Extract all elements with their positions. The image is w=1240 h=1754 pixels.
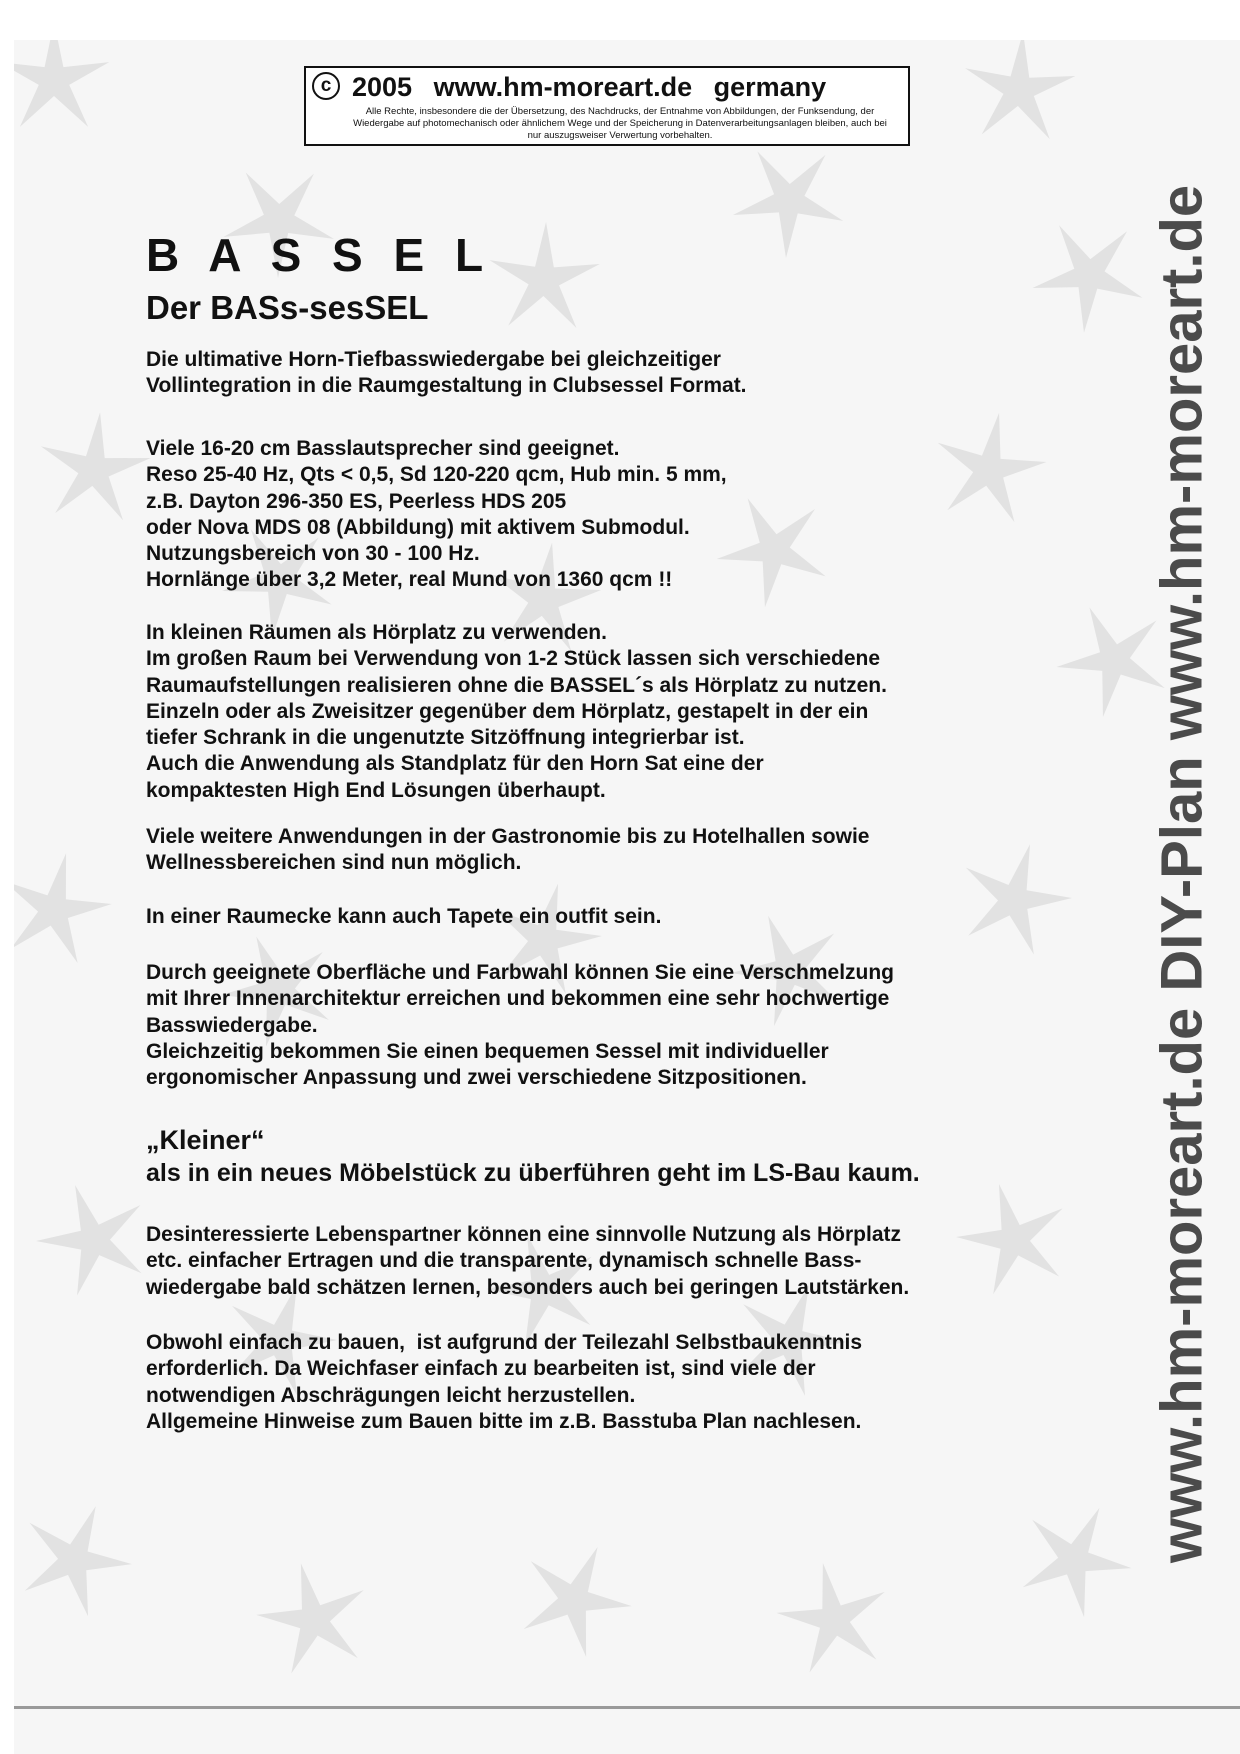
starfish-icon <box>945 1162 1093 1312</box>
starfish-icon <box>14 40 109 127</box>
intro-paragraph: Die ultimative Horn-Tiefbasswiedergabe bei gleichzeitiger Vollintegration in die Raumgestaltung in Clubsessel Format. <box>146 348 747 398</box>
starfish-icon <box>926 403 1053 525</box>
document-subtitle: Der BASs-sesSEL <box>146 289 429 326</box>
starfish-icon <box>766 1544 911 1691</box>
starfish-icon <box>245 1543 392 1692</box>
starfish-icon <box>961 40 1078 141</box>
surface-paragraph: Durch geeignete Oberfläche und Farbwahl können Sie eine Verschmelzung mit Ihrer Innenarchitektur erreichen und bekommen eine sehr hochwertige Basswiedergabe. Gleichzeitig bekommen Sie einen bequemen Sessel mit individueller ergonomischer Anpassung und zwei verschiedene Sitzpositionen. <box>146 961 895 1090</box>
copyright-box <box>304 66 910 146</box>
side-banner: www.hm-moreart.de DIY-Plan www.hm-moreart.de <box>1149 184 1215 1564</box>
corner-paragraph: In einer Raumecke kann auch Tapete ein outfit sein. <box>146 905 662 928</box>
bottom-rule <box>14 1706 1240 1709</box>
specs-paragraph: Viele 16-20 cm Basslautsprecher sind geeignet. Reso 25-40 Hz, Qts < 0,5, Sd 120-220 qcm, Hub min. 5 mm, z.B. Dayton 296-350 ES, Peerless HDS 205 oder Nova MDS 08 (Abbildung) mit aktivem Submodul. Nutzungsbereich von 30 - 100 Hz. Hornlänge über 3,2 Meter, real Mund von 1360 qcm !! <box>146 437 727 592</box>
copyright-notice: Alle Rechte, insbesondere die der Übersetzung, des Nachdrucks, der Entnahme von Abbildungen, der Funksendung, der Wiedergabe auf photomechanisch oder ähnlichem Wege und der Speicherung in Datenverarbeitungsanlagen bleiben, auch bei nur auszugsweiser Verwertung vorbehalten. <box>353 106 887 141</box>
starfish-icon <box>504 1525 648 1666</box>
partner-paragraph: Desinteressierte Lebenspartner können eine sinnvolle Nutzung als Hörplatz etc. einfacher Ertragen und die transparente, dynamisch schnelle Bass- wiedergabe bald schätzen lernen, besonders auch bei geringen Lautstärken. <box>146 1223 910 1299</box>
document-title: B A S S E L <box>146 229 493 281</box>
starfish-icon <box>1017 195 1169 347</box>
usage-paragraph: In kleinen Räumen als Hörplatz zu verwenden. Im großen Raum bei Verwendung von 1-2 Stück lassen sich verschiedene Raumaufstellungen realisieren ohne die BASSEL´s als Hörplatz zu nutzen. Einzeln oder als Zweisitzer gegenüber dem Hörplatz, gestapelt in der ein tiefer Schrank in die ungenutzte Sitzöffnung integrierbar ist. Auch die Anwendung als Standplatz für den Horn Sat eine der kompaktesten High End Lösungen überhaupt. <box>146 621 887 802</box>
build-paragraph: Obwohl einfach zu bauen, ist aufgrund der Teilezahl Selbstbaukenntnis erforderlich. Da Weichfaser einfach zu bearbeiten ist, sind viele der notwendigen Abschrägungen leicht herzustellen. Allgemeine Hinweise zum Bauen bitte im z.B. Basstuba Plan nachlesen. <box>146 1331 863 1433</box>
starfish-icon <box>948 829 1083 960</box>
kleiner-statement: als in ein neues Möbelstück zu überführen geht im LS-Bau kaum. <box>146 1159 920 1187</box>
starfish-icon <box>34 407 155 523</box>
starfish-icon <box>487 220 601 329</box>
applications-paragraph: Viele weitere Anwendungen in der Gastronomie bis zu Hotelhallen sowie Wellnessbereichen sind nun möglich. <box>146 825 870 875</box>
copyright-icon: c <box>312 72 340 100</box>
starfish-icon <box>14 842 120 968</box>
copyright-line: 2005 www.hm-moreart.de germany <box>352 72 827 102</box>
starfish-icon <box>1004 1484 1149 1627</box>
starfish-icon <box>14 1486 147 1625</box>
document-page <box>14 40 1240 1754</box>
kleiner-heading: „Kleiner“ <box>146 1125 265 1155</box>
